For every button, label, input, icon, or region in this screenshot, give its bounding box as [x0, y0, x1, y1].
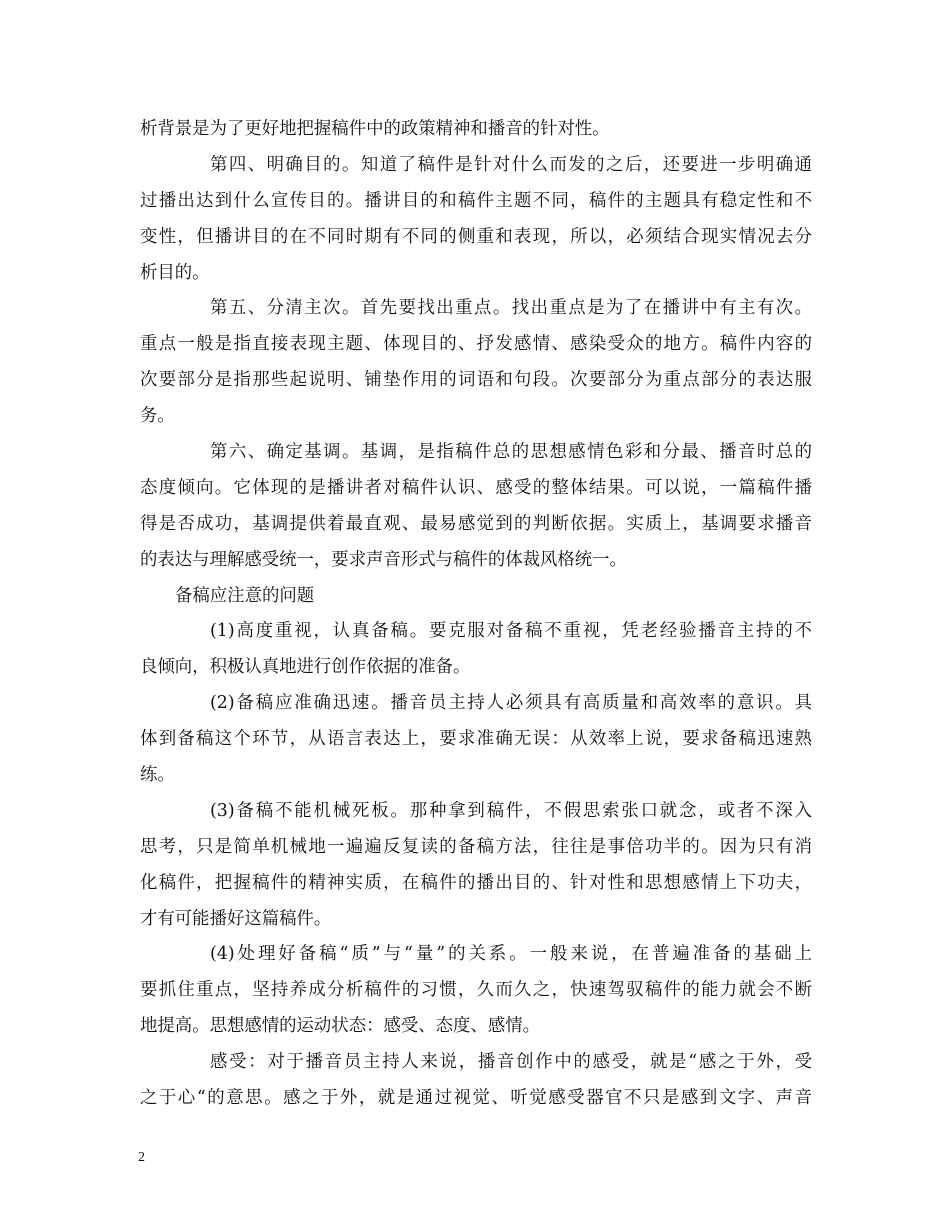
text-line: (2)备稿应准确迅速。播音员主持人必须具有高质量和高效率的意识。具	[210, 693, 812, 714]
body-text	[140, 112, 812, 1117]
text-line: 思考，只是简单机械地一遍遍反复读的备稿方法，往往是事倍功半的。因为只有消	[140, 836, 812, 857]
text-line: 重点一般是指直接表现主题、体现目的、抒发感情、感染受众的地方。稿件内容的	[140, 334, 812, 355]
text-line: (4)处理好备稿“质”与“量”的关系。一般来说，在普遍准备的基础上	[210, 944, 812, 965]
text-line: 次要部分是指那些起说明、铺垫作用的词语和句段。次要部分为重点部分的表达服	[140, 370, 812, 391]
text-line: 析背景是为了更好地把握稿件中的政策精神和播音的针对性。	[140, 119, 610, 139]
text-line: 态度倾向。它体现的是播讲者对稿件认识、感受的整体结果。可以说，一篇稿件播	[140, 477, 812, 498]
text-line: 过播出达到什么宣传目的。播讲目的和稿件主题不同，稿件的主题具有稳定性和不	[140, 190, 812, 211]
text-line: 变性，但播讲目的在不同时期有不同的侧重和表现，所以，必须结合现实情况去分	[140, 226, 812, 247]
text-line: 务。	[140, 406, 175, 427]
text-line: 才有可能播好这篇稿件。	[140, 908, 332, 929]
text-line: 第四、明确目的。知道了稿件是针对什么而发的之后，还要进一步明确通	[210, 154, 812, 175]
text-line: 之于心“的意思。感之于外，就是通过视觉、听觉感受器官不只是感到文字、声音	[140, 1088, 812, 1109]
text-line: 得是否成功，基调提供着最直观、最易感觉到的判断依据。实质上，基调要求播音	[140, 513, 812, 534]
text-line: 练。	[140, 765, 175, 786]
page-number: 2	[138, 1150, 145, 1165]
text-line: 第六、确定基调。基调，是指稿件总的思想感情色彩和分最、播音时总的	[210, 442, 812, 463]
text-line: 析目的。	[140, 262, 210, 283]
text-line: (1)高度重视，认真备稿。要克服对备稿不重视，凭老经验播音主持的不	[210, 621, 812, 642]
text-line: 的表达与理解感受统一，要求声音形式与稿件的体裁风格统一。	[140, 549, 627, 570]
text-line: 要抓住重点，坚持养成分析稿件的习惯，久而久之，快速驾驭稿件的能力就会不断	[140, 980, 812, 1001]
text-line: 备稿应注意的问题	[175, 585, 315, 606]
text-line: (3)备稿不能机械死板。那种拿到稿件，不假思索张口就念，或者不深入	[210, 800, 812, 821]
text-line: 体到备稿这个环节，从语言表达上，要求准确无误：从效率上说，要求备稿迅速熟	[140, 729, 812, 750]
text-line: 化稿件，把握稿件的精神实质，在稿件的播出目的、针对性和思想感情上下功夫，	[140, 872, 812, 893]
text-line: 感受：对于播音员主持人来说，播音创作中的感受，就是“感之于外，受	[210, 1052, 812, 1073]
text-line: 良倾向，积极认真地进行创作依据的准备。	[140, 657, 471, 678]
text-line: 地提高。思想感情的运动状态：感受、态度、感情。	[140, 1016, 540, 1037]
text-line: 第五、分清主次。首先要找出重点。找出重点是为了在播讲中有主有次。	[210, 298, 812, 319]
